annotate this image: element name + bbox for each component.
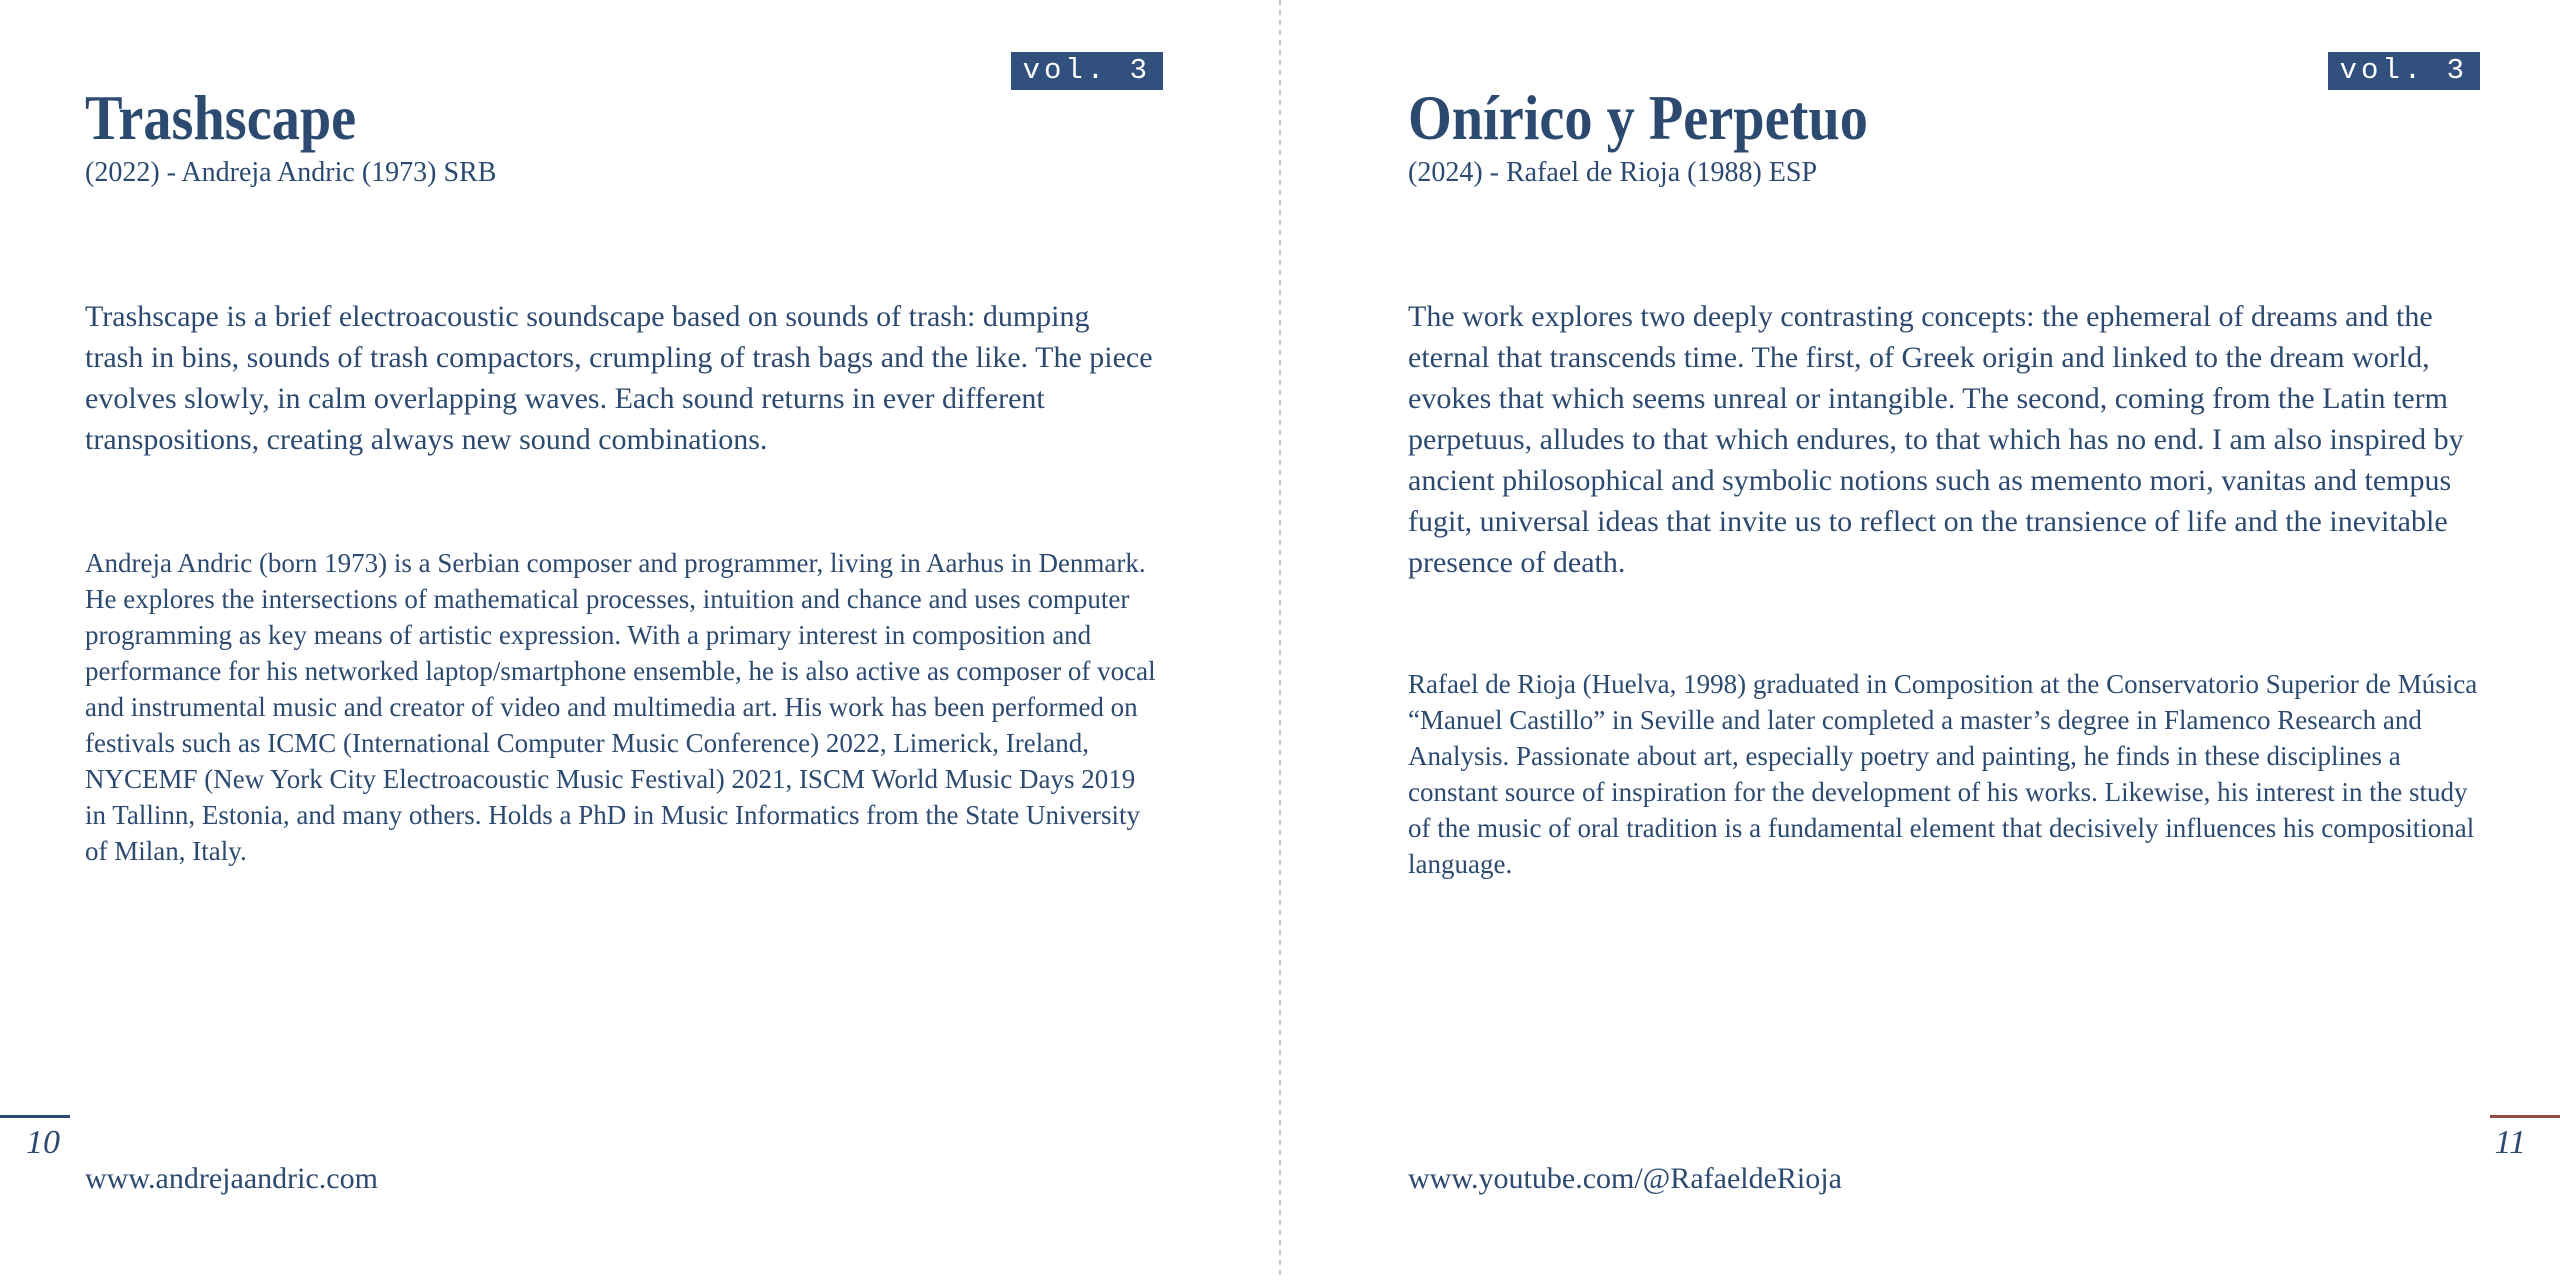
composer-bio: Rafael de Rioja (Huelva, 1998) graduated in Composition at the Conservatorio Superior de Música “Manuel Castillo” in Seville and later completed a master’s degree in Flamenco Research and Analysis. Passionate about art, especially poetry and painting, he finds in these disciplines a constant source of inspiration for the development of his works. Likewise, his interest in the study of the music of oral tradition is a fundamental element that decisively influences his compositional language. — [1408, 669, 2478, 879]
work-description: Trashscape is a brief electroacoustic soundscape based on sounds of trash: dumping trash in bins, sounds of trash compactors, crumpling of trash bags and the like. The piece evolves slowly, in calm overlapping waves. Each sound returns in ever different transpositions, creating always new sound combinations. — [85, 300, 1153, 456]
volume-badge: vol. 3 — [1011, 52, 1163, 90]
work-subtitle: (2024) - Rafael de Rioja (1988) ESP — [1408, 157, 1818, 188]
center-fold-dotted-divider — [1279, 0, 1281, 1280]
work-title: Trashscape — [85, 82, 357, 153]
composer-bio: Andreja Andric (born 1973) is a Serbian composer and programmer, living in Aarhus in Denmark. He explores the intersections of mathematical processes, intuition and chance and uses computer programming as key means of artistic expression. With a primary interest in composition and performance for his networked laptop/smartphone ensemble, he is also active as composer of vocal and instrumental music and creator of video and multimedia art. His work has been performed on festivals such as ICMC (International Computer Music Conference) 2022, Limerick, Ireland, NYCEMF (New York City Electroacoustic Music Festival) 2021, ISCM World Music Days 2019 in Tallinn, Estonia, and many others. Holds a PhD in Music Informatics from the State University of Milan, Italy. — [85, 548, 1156, 866]
volume-badge: vol. 3 — [2328, 52, 2480, 90]
composer-website: www.youtube.com/@RafaeldeRioja — [1408, 1162, 1842, 1195]
page-number-rule — [0, 1115, 70, 1118]
work-subtitle: (2022) - Andreja Andric (1973) SRB — [85, 157, 497, 188]
work-description: The work explores two deeply contrasting concepts: the ephemeral of dreams and the eternal that transcends time. The first, of Greek origin and linked to the dream world, evokes that which seems unreal or intangible. The second, coming from the Latin term perpetuus, alludes to that which endures, to that which has no end. I am also inspired by ancient philosophical and symbolic notions such as memento mori, vanitas and tempus fugit, universal ideas that invite us to reflect on the transience of life and the inevitable presence of death. — [1408, 300, 2464, 579]
work-title: Onírico y Perpetuo — [1408, 82, 1868, 153]
page-right — [1280, 0, 2560, 1280]
page-number: 11 — [2494, 1124, 2526, 1161]
page-number: 10 — [26, 1124, 60, 1161]
composer-website: www.andrejaandric.com — [85, 1162, 378, 1195]
page-number-rule — [2490, 1115, 2560, 1118]
